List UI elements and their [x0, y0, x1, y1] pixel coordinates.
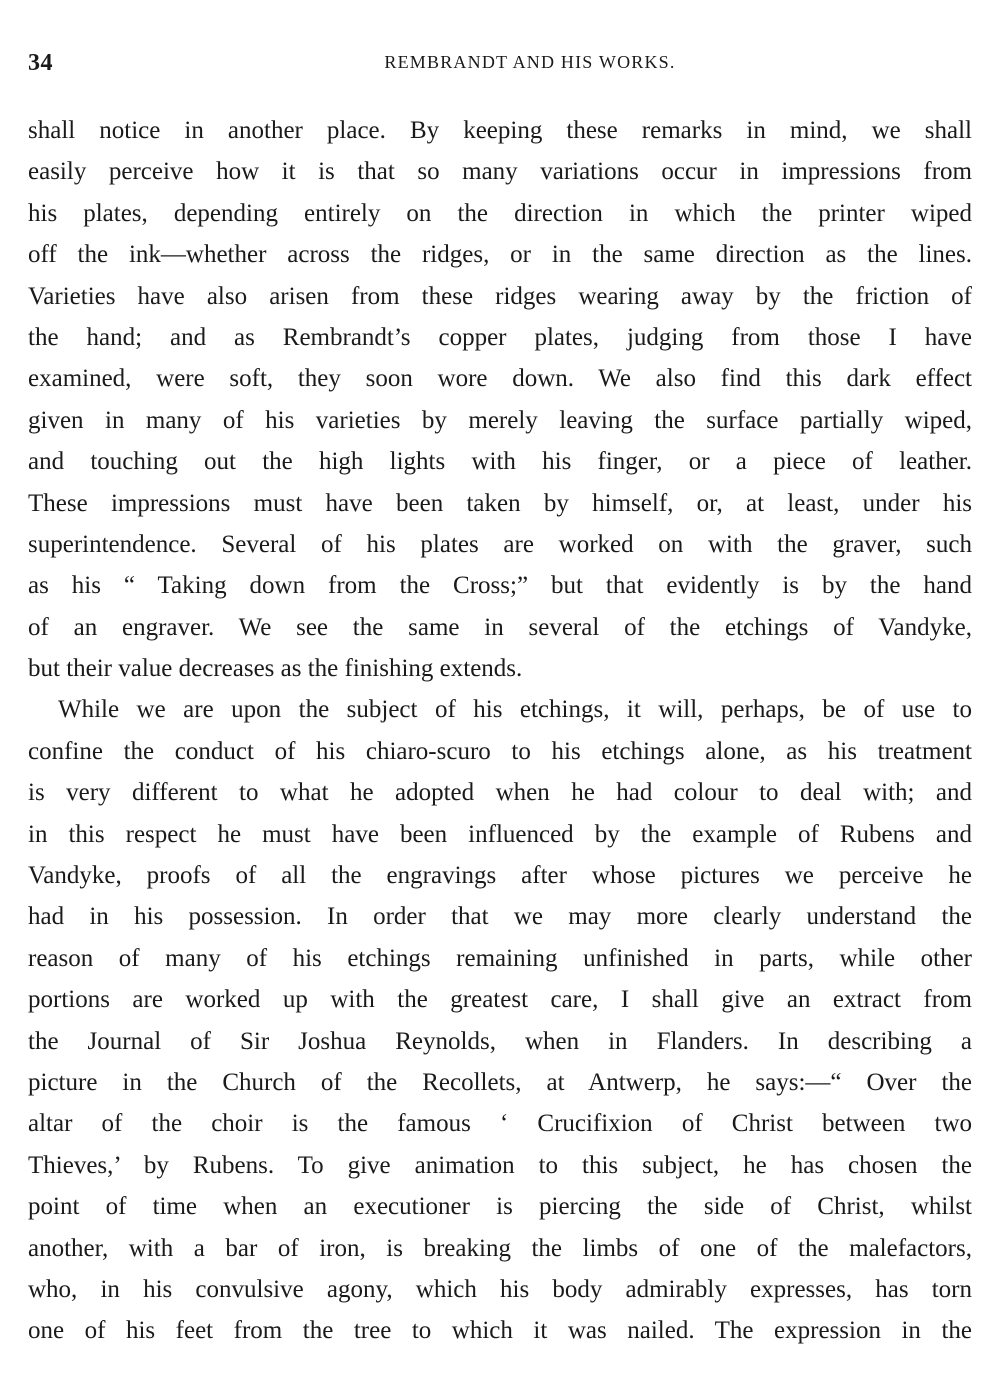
body-text	[28, 110, 972, 1352]
text-line: easily perceive how it is that so many variations occur in impressions from	[28, 158, 972, 186]
text-line: Thieves,’ by Rubens. To give animation to this subject, he has chosen the	[28, 1151, 972, 1179]
text-line: had in his possession. In order that we may more clearly understand the	[28, 903, 972, 931]
text-line: While we are upon the subject of his etchings, it will, perhaps, be of use to	[58, 696, 972, 724]
text-line: but their value decreases as the finishing extends.	[28, 655, 523, 683]
text-line: reason of many of his etchings remaining unfinished in parts, while other	[28, 944, 972, 972]
text-line: his plates, depending entirely on the direction in which the printer wiped	[28, 199, 972, 227]
page-number: 34	[28, 50, 53, 76]
text-line: who, in his convulsive agony, which his body admirably expresses, has torn	[28, 1275, 972, 1303]
text-line: point of time when an executioner is piercing the side of Christ, whilst	[28, 1193, 972, 1221]
text-line: Vandyke, proofs of all the engravings after whose pictures we perceive he	[28, 862, 972, 890]
running-head	[28, 50, 972, 80]
text-line: picture in the Church of the Recollets, at Antwerp, he says:—“ Over the	[28, 1068, 972, 1096]
text-line: in this respect he must have been influenced by the example of Rubens and	[28, 820, 972, 848]
text-line: shall notice in another place. By keeping these remarks in mind, we shall	[28, 117, 972, 144]
paragraph-1	[28, 110, 972, 689]
text-line: portions are worked up with the greatest care, I shall give an extract from	[28, 986, 972, 1014]
text-line: another, with a bar of iron, is breaking the limbs of one of the malefactors,	[28, 1234, 972, 1262]
text-line: of an engraver. We see the same in several of the etchings of Vandyke,	[28, 613, 972, 641]
text-line: These impressions must have been taken by himself, or, at least, under his	[28, 489, 972, 517]
text-line: examined, were soft, they soon wore down. We also find this dark effect	[28, 365, 972, 393]
text-line: and touching out the high lights with his finger, or a piece of leather.	[28, 448, 972, 476]
running-title: REMBRANDT AND HIS WORKS.	[384, 52, 676, 72]
text-line: off the ink—whether across the ridges, or in the same direction as the lines.	[28, 241, 972, 269]
text-line: the hand; and as Rembrandt’s copper plates, judging from those I have	[28, 323, 972, 351]
text-line: superintendence. Several of his plates are worked on with the graver, such	[28, 530, 972, 558]
text-line: Varieties have also arisen from these ridges wearing away by the friction of	[28, 282, 972, 310]
paragraph-2	[28, 689, 972, 1351]
text-line: confine the conduct of his chiaro-scuro to his etchings alone, as his treatment	[28, 737, 972, 765]
text-line: the Journal of Sir Joshua Reynolds, when in Flanders. In describing a	[28, 1027, 972, 1055]
text-line: as his “ Taking down from the Cross;” but that evidently is by the hand	[28, 572, 972, 600]
text-line: one of his feet from the tree to which it was nailed. The expression in the	[28, 1317, 972, 1345]
text-line: is very different to what he adopted when he had colour to deal with; and	[28, 779, 972, 807]
text-line: given in many of his varieties by merely leaving the surface partially wiped,	[28, 406, 972, 434]
text-line: altar of the choir is the famous ‘ Crucifixion of Christ between two	[28, 1110, 972, 1138]
